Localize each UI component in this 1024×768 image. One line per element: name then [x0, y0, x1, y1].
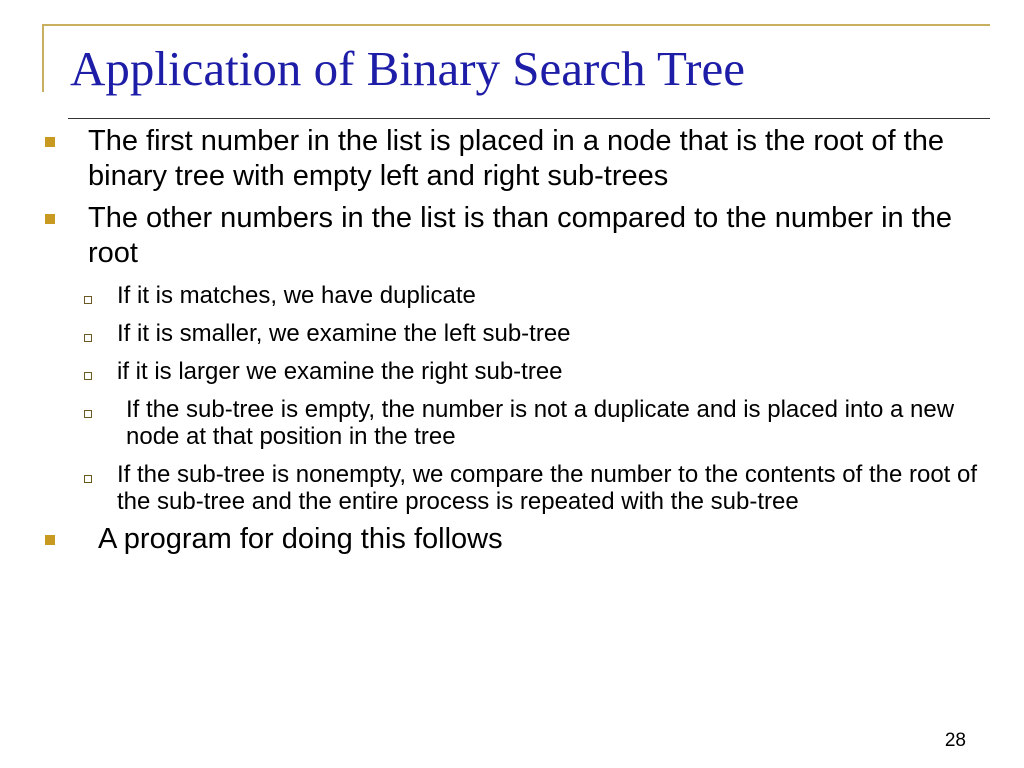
bullet-item: [40, 124, 980, 194]
sub-bullet-item: [84, 282, 980, 309]
sub-bullet-item: [84, 461, 980, 515]
sub-bullet-item: [84, 320, 980, 347]
sub-bullet-text: If it is matches, we have duplicate: [117, 282, 476, 309]
bullet-text: The first number in the list is placed in a node that is the root of the binary tree with empty left and right sub-trees: [88, 125, 944, 192]
square-bullet-icon: [45, 214, 55, 224]
slide-body: [40, 124, 980, 557]
sub-bullet-text: if it is larger we examine the right sub-tree: [117, 358, 563, 385]
hollow-square-bullet-icon: [84, 372, 92, 380]
frame-top-line: [42, 24, 990, 26]
sub-bullet-text: If the sub-tree is nonempty, we compare the number to the contents of the root of the sub-tree and the entire process is repeated with the sub-tree: [117, 461, 978, 515]
hollow-square-bullet-icon: [84, 410, 92, 418]
sub-bullet-text: If the sub-tree is empty, the number is not a duplicate and is placed into a new node at that position in the tree: [126, 396, 955, 450]
hollow-square-bullet-icon: [84, 334, 92, 342]
sub-bullet-item: [84, 396, 980, 450]
bullet-text: The other numbers in the list is than compared to the number in the root: [88, 202, 953, 269]
title-underline: [68, 118, 990, 119]
bullet-item: [40, 522, 980, 557]
hollow-square-bullet-icon: [84, 296, 92, 304]
frame-left-line: [42, 24, 44, 92]
sub-bullet-item: [84, 358, 980, 385]
bullet-text: A program for doing this follows: [98, 523, 503, 555]
square-bullet-icon: [45, 535, 55, 545]
page-number: 28: [944, 730, 966, 751]
slide-title: Application of Binary Search Tree: [70, 41, 745, 96]
bullet-item: [40, 201, 980, 271]
sub-bullet-text: If it is smaller, we examine the left sub-tree: [117, 320, 571, 347]
square-bullet-icon: [45, 137, 55, 147]
hollow-square-bullet-icon: [84, 475, 92, 483]
